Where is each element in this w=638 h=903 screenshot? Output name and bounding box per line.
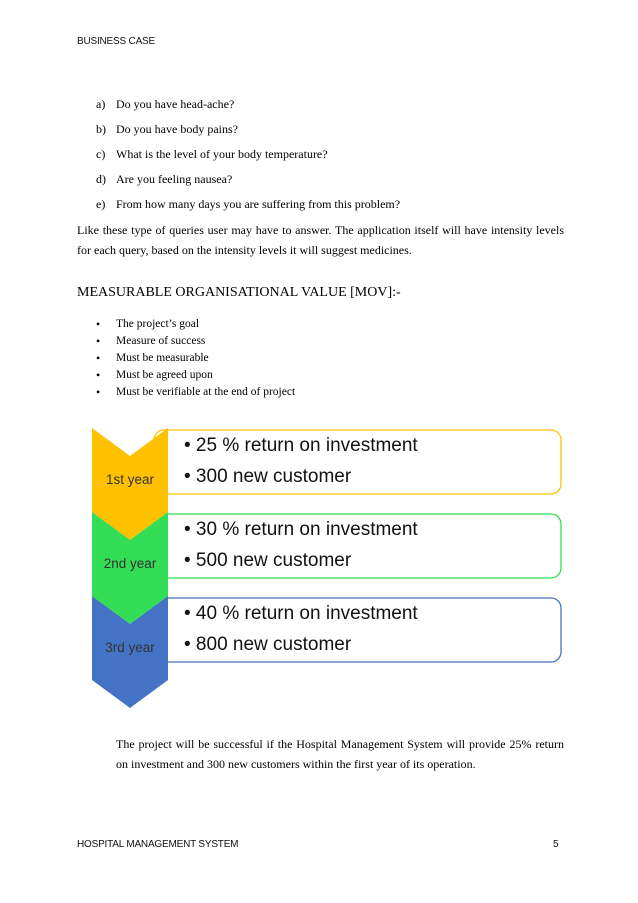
year-3-customers: • 800 new customer [184, 634, 352, 655]
question-label: c) [96, 147, 106, 161]
page-header: BUSINESS CASE [77, 36, 155, 47]
bullet-icon: • [96, 317, 101, 331]
list-item-text: Must be measurable [116, 352, 209, 364]
mov-bullet-list [96, 316, 295, 401]
year-3-label: 3rd year [105, 640, 155, 655]
year-1-text [184, 430, 418, 492]
question-item [96, 96, 400, 121]
list-item [96, 367, 295, 384]
year-2-label: 2nd year [103, 556, 157, 571]
year-1-customers: • 300 new customer [184, 466, 352, 487]
year-2-text [184, 514, 418, 576]
mov-year-diagram [92, 428, 564, 710]
question-text: From how many days you are suffering from this problem? [116, 197, 401, 211]
year-1-label: 1st year [105, 472, 155, 487]
bullet-icon: • [96, 351, 101, 365]
year-2-roi: • 30 % return on investment [184, 519, 418, 540]
question-label: e) [96, 197, 106, 211]
year-3-text [184, 598, 418, 660]
question-item [96, 121, 400, 146]
bullet-icon: • [96, 368, 101, 382]
question-label: a) [96, 97, 106, 111]
mov-heading: MEASURABLE ORGANISATIONAL VALUE [MOV]:- [77, 285, 401, 300]
year-1-roi: • 25 % return on investment [184, 435, 418, 456]
list-item [96, 333, 295, 350]
list-item-text: Measure of success [116, 335, 206, 347]
question-label: d) [96, 172, 106, 186]
question-item [96, 146, 400, 171]
question-label: b) [96, 122, 106, 136]
year-3-roi: • 40 % return on investment [184, 603, 418, 624]
question-text: Do you have body pains? [116, 122, 238, 136]
intro-paragraph: Like these type of queries user may have to answer. The application itself will have intensity levels for each query, based on the intensity levels it will suggest medicines. [77, 223, 564, 257]
list-item-text: The project’s goal [116, 318, 200, 330]
question-item [96, 171, 400, 196]
question-list [96, 96, 400, 221]
bullet-icon: • [96, 334, 101, 348]
list-item [96, 316, 295, 333]
year-2-customers: • 500 new customer [184, 550, 352, 571]
list-item-text: Must be agreed upon [116, 369, 213, 381]
success-paragraph: The project will be successful if the Hospital Management System will provide 25% return on investment and 300 new customers within the first year of its operation. [116, 737, 564, 771]
list-item-text: Must be verifiable at the end of project [116, 386, 296, 398]
list-item [96, 350, 295, 367]
bullet-icon: • [96, 385, 101, 399]
question-text: Are you feeling nausea? [116, 172, 233, 186]
page-number: 5 [553, 839, 559, 850]
question-item [96, 196, 400, 221]
list-item [96, 384, 295, 401]
footer-title: HOSPITAL MANAGEMENT SYSTEM [77, 839, 239, 850]
question-text: Do you have head-ache? [116, 97, 235, 111]
question-text: What is the level of your body temperature? [116, 147, 328, 161]
